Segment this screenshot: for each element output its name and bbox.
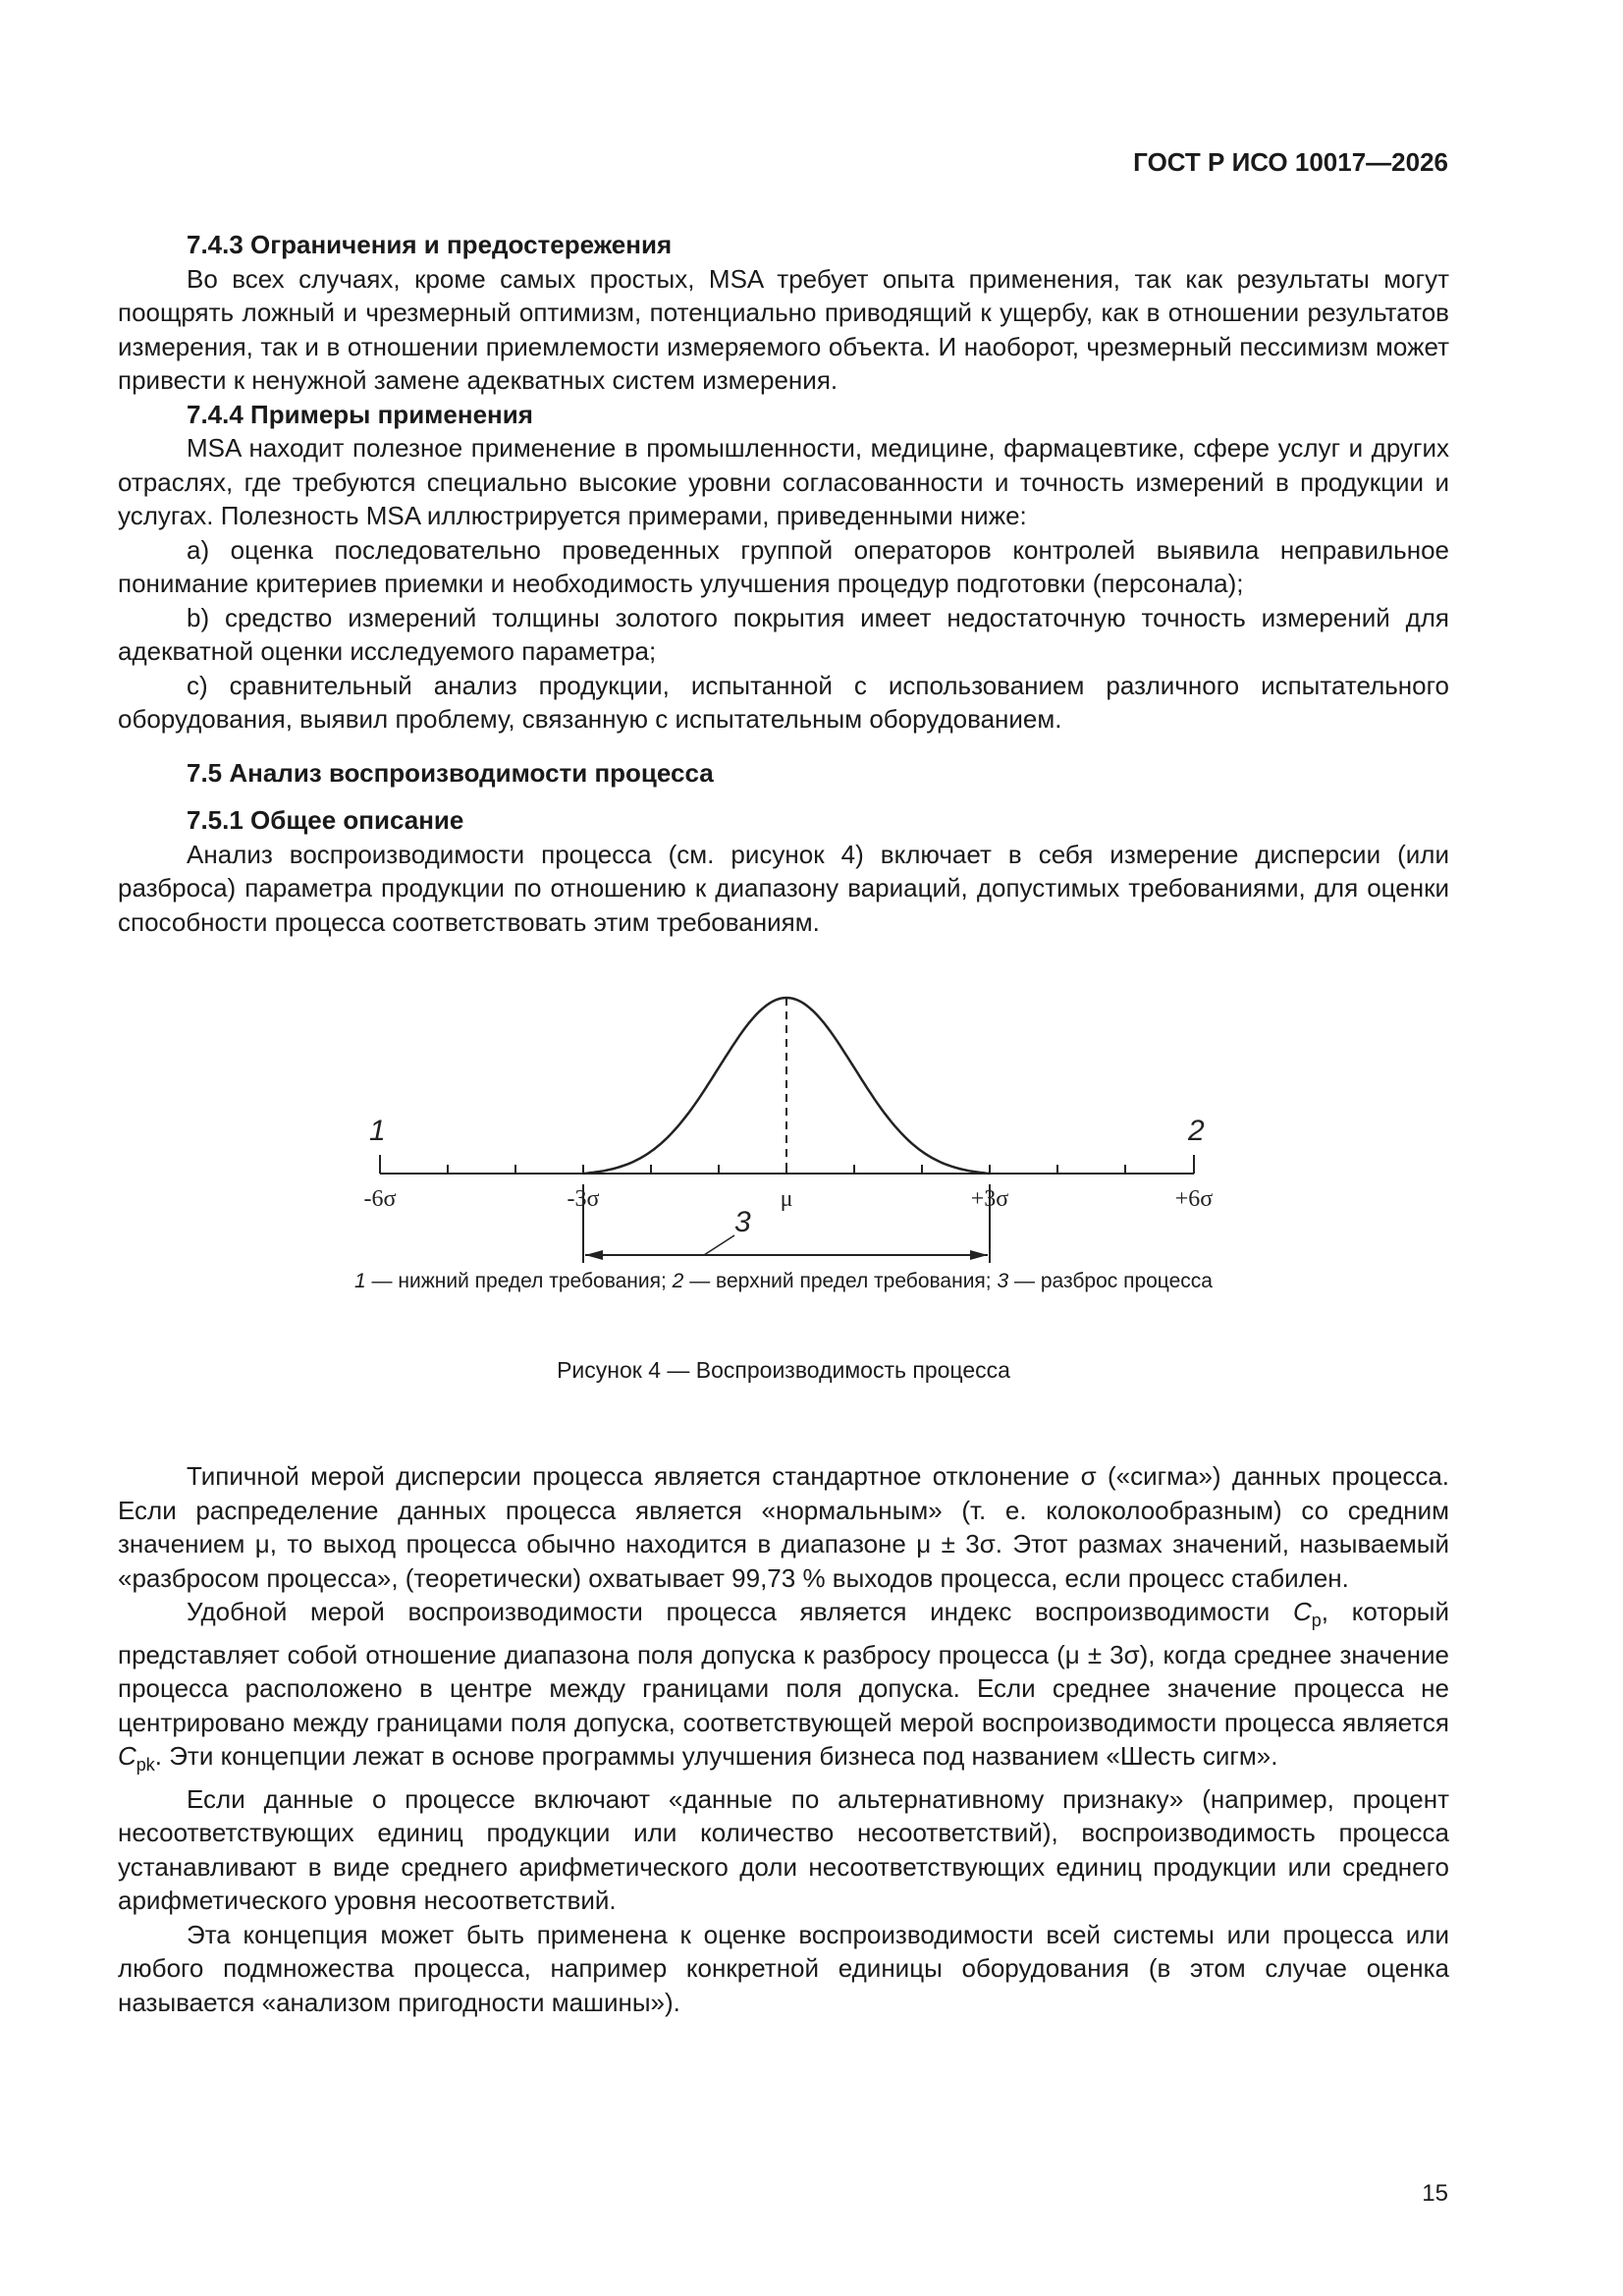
tick-label-minus-6-sigma: -6σ [363,1186,397,1212]
paragraph: Во всех случаях, кроме самых простых, MSA требует опыта применения, так как результаты могут поощрять ложный и чрезмерный оптимизм, потенциально приводящий к ущербу, как в отношении результатов измерения, так и в отношении приемлемости измеряемого объекта. И наоборот, чрезмерный пессимизм может привести к ненужной замене адекватных систем измерения. [118,263,1449,395]
paragraph: Эта концепция может быть применена к оценке воспроизводимости всей системы или процесса или любого подмножества процесса, например конкретной единицы оборудования (в этом случае оценка называется «анализом пригодности машины»). [118,1919,1449,2017]
section-7-4-4-title: 7.4.4 Примеры применения [187,399,533,429]
paragraph: MSA находит полезное применение в промышленности, медицине, фармацевтике, сфере услуг и других отраслях, где требуются специально высокие уровни согласованности и точность измерений в продукции и услугах. Полезность MSA иллюстрируется примерами, приведенными ниже: [118,433,1449,530]
tick-label-mu: μ [780,1186,793,1212]
list-item-c: c) сравнительный анализ продукции, испытанной с использованием различного испытательного оборудования, выявил проблему, связанную с испытательным оборудованием. [118,670,1449,734]
arrow-right [970,1250,988,1260]
page-content [118,228,1449,2019]
list-item-a: a) оценка последовательно проведенных группой операторов контролей выявила неправильное понимание критериев приемки и необходимость улучшения процедур подготовки (персонала); [118,534,1449,598]
paragraph: Если данные о процессе включают «данные по альтернативному признаку» (например, процент несоответствующих единиц продукции или количество несоответствий), воспроизводимость процесса устанавливают в виде среднего арифметического доли несоответствующих единиц продукции или среднего арифметического уровня несоответствий. [118,1783,1449,1916]
marker-3: 3 [734,1206,751,1238]
paragraph: Типичной мерой дисперсии процесса является стандартное отклонение σ («сигма») данных процесса. Если распределение данных процесса является «нормальным» (т. е. колоколообразным) со средним значением μ, то выход процесса обычно находится в диапазоне μ ± 3σ. Этот размах значений, называемый «разбросом процесса», (теоретически) охватывает 99,73 % выходов процесса, если процесс стабилен. [118,1461,1449,1593]
page-number: 15 [1422,2180,1448,2207]
tick-label-plus-3-sigma: +3σ [970,1186,1009,1212]
figure-4 [118,949,1449,1459]
figure-legend: 1 — нижний предел требования; 2 — верхний предел требования; 3 — разброс процесса [354,1270,1213,1292]
tick-label-plus-6-sigma: +6σ [1174,1186,1214,1212]
document-id: ГОСТ Р ИСО 10017—2026 [1133,147,1448,177]
list-item-b: b) средство измерений толщины золотого покрытия имеет недостаточную точность измерений для адекватной оценки исследуемого параметра; [118,602,1449,666]
tick-label-minus-3-sigma: -3σ [567,1186,600,1212]
process-capability-diagram [118,949,1449,1263]
arrow-left [585,1250,603,1260]
marker-2: 2 [1188,1115,1205,1147]
section-7-5-title: 7.5 Анализ воспроизводимости процесса [187,757,714,788]
section-7-4-3-title: 7.4.3 Ограничения и предостережения [187,230,673,259]
marker-3-leader [704,1235,734,1255]
paragraph: Анализ воспроизводимости процесса (см. рисунок 4) включает в себя измерение дисперсии (или разброса) параметра продукции по отношению к диапазону вариаций, допустимых требованиями, для оценки способности процесса соответствовать этим требованиям. [118,839,1449,937]
paragraph: Удобной мерой воспроизводимости процесса является индекс воспроизводимости $C_p$, который представляет собой отношение диапазона поля допуска к разбросу процесса (μ ± 3σ), когда среднее значение процесса расположено в центре между границами поля допуска. Если среднее значение процесса не центрировано между границами поля допуска, соответствующей мерой воспроизводимости процесса является $C_{pk}$. Эти концепции лежат в основе программы улучшения бизнеса под названием «Шесть сигм». [118,1597,1449,1776]
section-7-5-1-title: 7.5.1 Общее описание [187,805,464,835]
marker-1: 1 [369,1115,386,1147]
figure-caption: Рисунок 4 — Воспроизводимость процесса [557,1357,1010,1383]
